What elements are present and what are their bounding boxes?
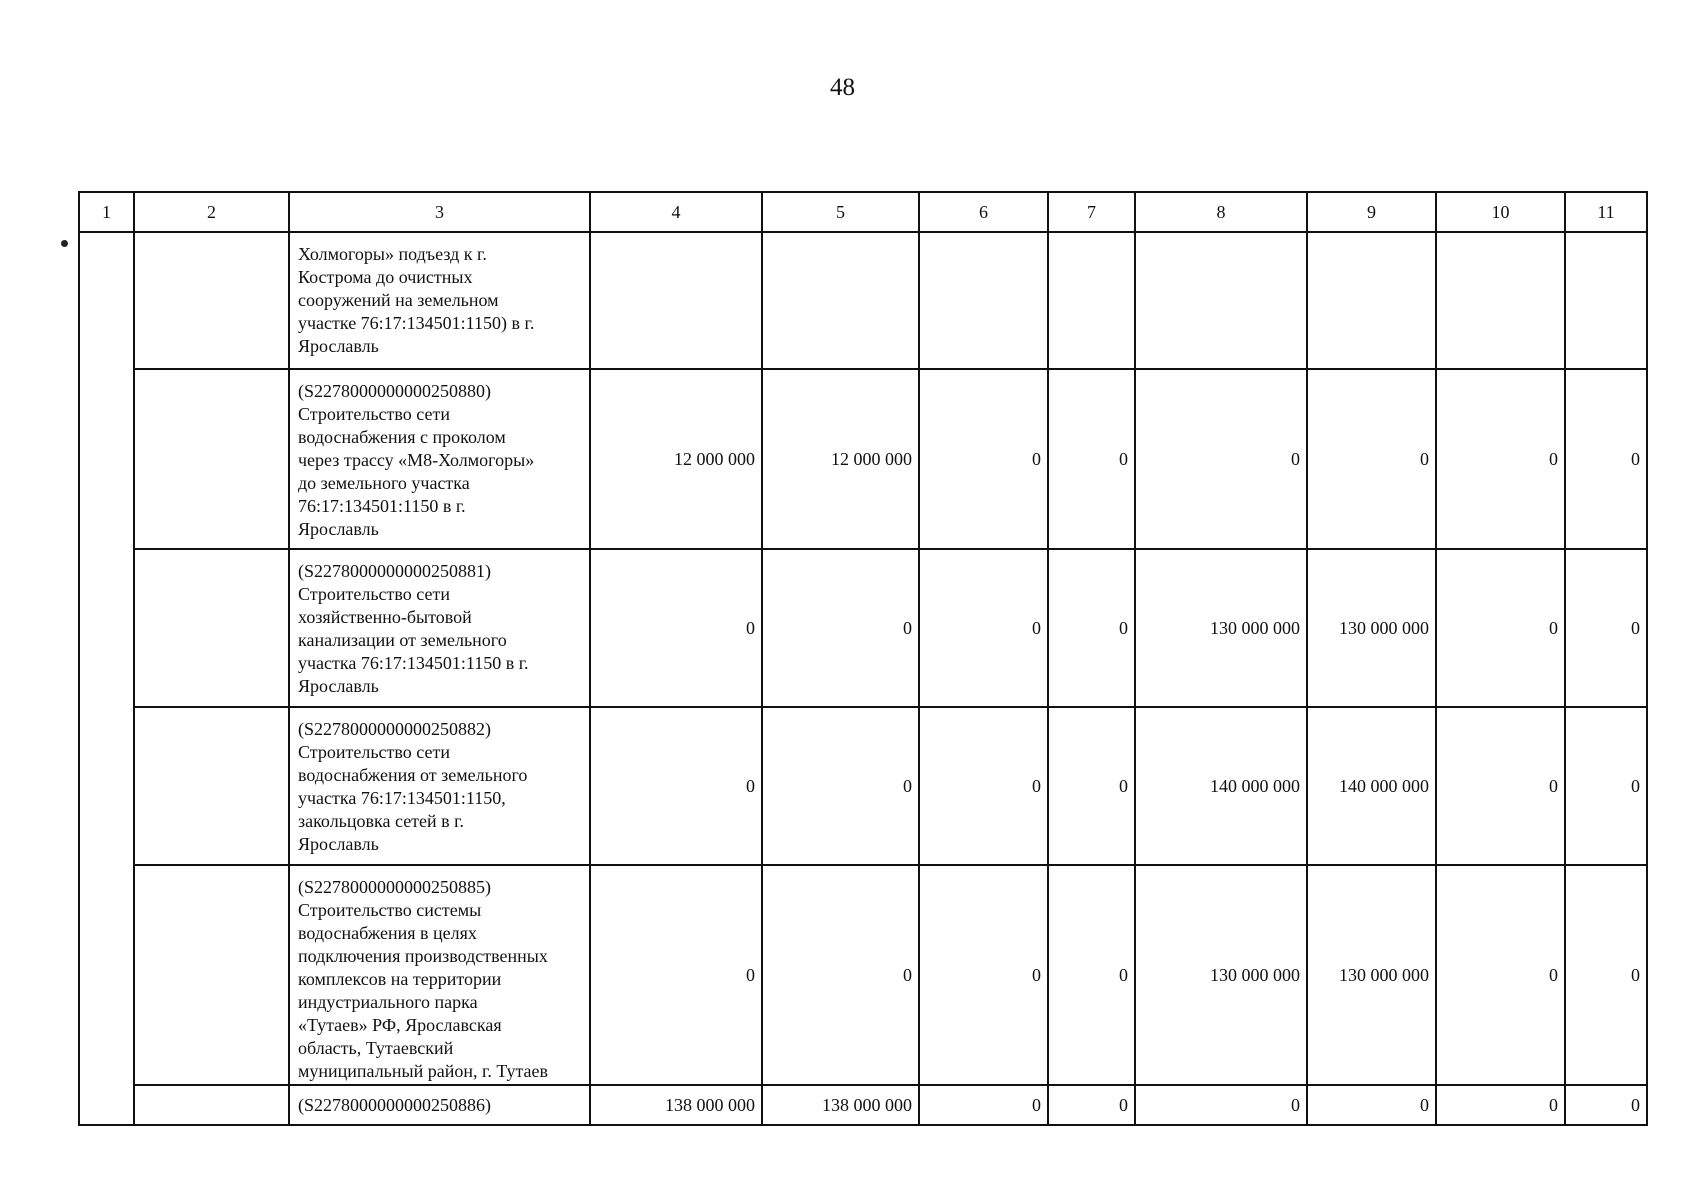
description-line: область, Тутаевский [298,1038,454,1058]
cell-value-6 [919,232,1048,369]
cell-col2 [134,549,289,707]
description-line: муниципальный район, г. Тутаев [298,1061,549,1081]
header-cell-9: 9 [1307,192,1436,232]
cell-value-11: 0 [1565,1085,1647,1125]
cell-value-6: 0 [919,549,1048,707]
description-line: сооружений на земельном [298,290,499,310]
table-row [79,232,1647,369]
description-line: «Тутаев» РФ, Ярославская [298,1015,502,1035]
table-row [79,865,1647,1085]
header-cell-2: 2 [134,192,289,232]
description-line: Ярославль [298,676,379,696]
cell-value-4: 0 [590,707,762,865]
cell-description [289,369,590,549]
cell-value-8: 0 [1135,1085,1307,1125]
cell-value-11: 0 [1565,865,1647,1085]
description-line: Ярославль [298,519,379,539]
cell-value-11 [1565,232,1647,369]
description-line: до земельного участка [298,473,470,493]
cell-value-9 [1307,232,1436,369]
description-line: (S2278000000000250881) [298,561,491,581]
description-line: (S2278000000000250885) [298,877,491,897]
description-line: участка 76:17:134501:1150, [298,788,506,808]
cell-value-10: 0 [1436,865,1565,1085]
description-line: подключения производственных [298,946,548,966]
page-number: 48 [830,74,855,101]
cell-col2 [134,232,289,369]
cell-value-10 [1436,232,1565,369]
header-cell-7: 7 [1048,192,1135,232]
description-line: водоснабжения в целях [298,923,477,943]
cell-description [289,1085,590,1125]
cell-col1 [79,232,134,1125]
description-line: участке 76:17:134501:1150) в г. [298,313,535,333]
cell-description [289,865,590,1085]
table-row [79,549,1647,707]
table-body [79,232,1647,1125]
description-line: (S2278000000000250882) [298,719,491,739]
table-header [79,192,1647,232]
cell-col2 [134,707,289,865]
header-cell-3: 3 [289,192,590,232]
cell-value-8: 140 000 000 [1135,707,1307,865]
header-cell-11: 11 [1565,192,1647,232]
cell-value-8: 0 [1135,369,1307,549]
table-row [79,369,1647,549]
cell-col2 [134,865,289,1085]
table-row [79,1085,1647,1125]
cell-value-7 [1048,232,1135,369]
description-line: Строительство сети [298,404,450,424]
description-line: Строительство системы [298,900,482,920]
budget-table [78,191,1648,1126]
description-line: хозяйственно-бытовой [298,607,472,627]
cell-value-6: 0 [919,369,1048,549]
description-line: Строительство сети [298,742,450,762]
cell-value-9: 140 000 000 [1307,707,1436,865]
description-line: (S2278000000000250886) [298,1094,491,1115]
cell-value-7: 0 [1048,707,1135,865]
cell-value-4: 138 000 000 [590,1085,762,1125]
cell-value-9: 0 [1307,1085,1436,1125]
cell-value-5: 0 [762,865,919,1085]
cell-value-8: 130 000 000 [1135,549,1307,707]
cell-value-6: 0 [919,865,1048,1085]
cell-col2 [134,369,289,549]
cell-value-4: 0 [590,549,762,707]
cell-value-6: 0 [919,1085,1048,1125]
description-line: (S2278000000000250880) [298,381,491,401]
cell-value-11: 0 [1565,369,1647,549]
scan-mark [61,240,68,247]
cell-value-9: 0 [1307,369,1436,549]
cell-value-10: 0 [1436,549,1565,707]
cell-value-5: 12 000 000 [762,369,919,549]
cell-description [289,549,590,707]
cell-value-5: 138 000 000 [762,1085,919,1125]
description-line: участка 76:17:134501:1150 в г. [298,653,529,673]
cell-value-10: 0 [1436,1085,1565,1125]
cell-value-10: 0 [1436,369,1565,549]
description-line: Ярославль [298,336,379,356]
description-line: индустриального парка [298,992,478,1012]
description-line: водоснабжения от земельного [298,765,528,785]
header-row [79,192,1647,232]
cell-value-9: 130 000 000 [1307,865,1436,1085]
cell-value-4 [590,232,762,369]
cell-value-10: 0 [1436,707,1565,865]
header-cell-5: 5 [762,192,919,232]
cell-value-7: 0 [1048,1085,1135,1125]
cell-description [289,707,590,865]
cell-value-5: 0 [762,549,919,707]
header-cell-4: 4 [590,192,762,232]
cell-value-6: 0 [919,707,1048,865]
cell-value-9: 130 000 000 [1307,549,1436,707]
description-line: Строительство сети [298,584,450,604]
description-line: 76:17:134501:1150 в г. [298,496,466,516]
description-line: Холмогоры» подъезд к г. [298,244,487,264]
cell-value-8 [1135,232,1307,369]
description-line: Кострома до очистных [298,267,473,287]
header-cell-8: 8 [1135,192,1307,232]
header-cell-6: 6 [919,192,1048,232]
cell-value-7: 0 [1048,549,1135,707]
cell-value-4: 12 000 000 [590,369,762,549]
header-cell-1: 1 [79,192,134,232]
description-line: Ярославль [298,834,379,854]
cell-value-5: 0 [762,707,919,865]
description-line: закольцовка сетей в г. [298,811,465,831]
description-line: водоснабжения с проколом [298,427,506,447]
cell-value-7: 0 [1048,369,1135,549]
cell-description [289,232,590,369]
cell-value-8: 130 000 000 [1135,865,1307,1085]
cell-value-11: 0 [1565,549,1647,707]
description-line: канализации от земельного [298,630,507,650]
cell-col2 [134,1085,289,1125]
header-cell-10: 10 [1436,192,1565,232]
cell-value-5 [762,232,919,369]
cell-value-11: 0 [1565,707,1647,865]
description-line: комплексов на территории [298,969,502,989]
cell-value-7: 0 [1048,865,1135,1085]
table-row [79,707,1647,865]
description-line: через трассу «М8-Холмогоры» [298,450,535,470]
cell-value-4: 0 [590,865,762,1085]
